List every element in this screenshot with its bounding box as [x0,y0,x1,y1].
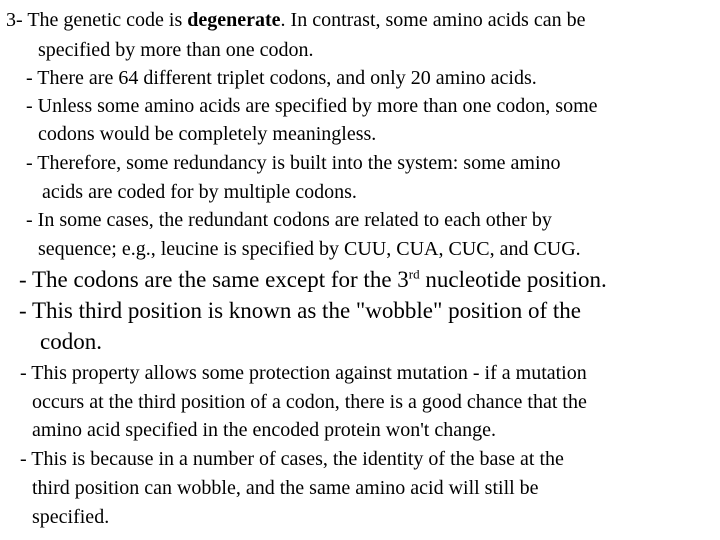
wobble-position-line1: - This third position is known as the "wobble" position of the [19,298,582,323]
point-codon-count: - There are 64 different triplet codons, and only 20 amino acids. [26,67,537,89]
wobble-position-line2: codon. [40,329,102,354]
heading-bold-term: degenerate [187,9,281,31]
point-related-line1: - In some cases, the redundant codons are related to each other by [26,209,552,231]
point-redundancy-line1: - Therefore, some redundancy is built into the system: some amino [26,152,561,174]
point-redundancy-line2: acids are coded for by multiple codons. [42,181,357,203]
wobble-line1-superscript: rd [408,266,420,282]
point-meaningless-line1: - Unless some amino acids are specified by more than one codon, some [26,95,598,117]
heading-text-post: . In contrast, some amino acids can be [280,9,586,31]
heading-continuation: specified by more than one codon. [38,39,314,61]
note-wobble-line3: specified. [32,506,110,528]
note-wobble-line1: - This is because in a number of cases, the identity of the base at the [20,448,564,470]
note-protection-line3: amino acid specified in the encoded protein won't change. [32,419,496,441]
wobble-line1-pre: - The codons are the same except for the 3 [19,267,409,292]
heading-line [6,8,585,32]
heading-number: 3- [6,9,28,31]
wobble-line1-post: nucleotide position. [419,267,607,292]
wobble-third-nucleotide [19,266,607,294]
heading-text-pre: The genetic code is [27,9,188,31]
note-protection-line1: - This property allows some protection against mutation - if a mutation [20,362,587,384]
note-protection-line2: occurs at the third position of a codon, there is a good chance that the [32,391,587,413]
point-meaningless-line2: codons would be completely meaningless. [38,123,377,145]
note-wobble-line2: third position can wobble, and the same amino acid will still be [32,477,539,499]
point-related-line2: sequence; e.g., leucine is specified by CUU, CUA, CUC, and CUG. [38,238,581,260]
